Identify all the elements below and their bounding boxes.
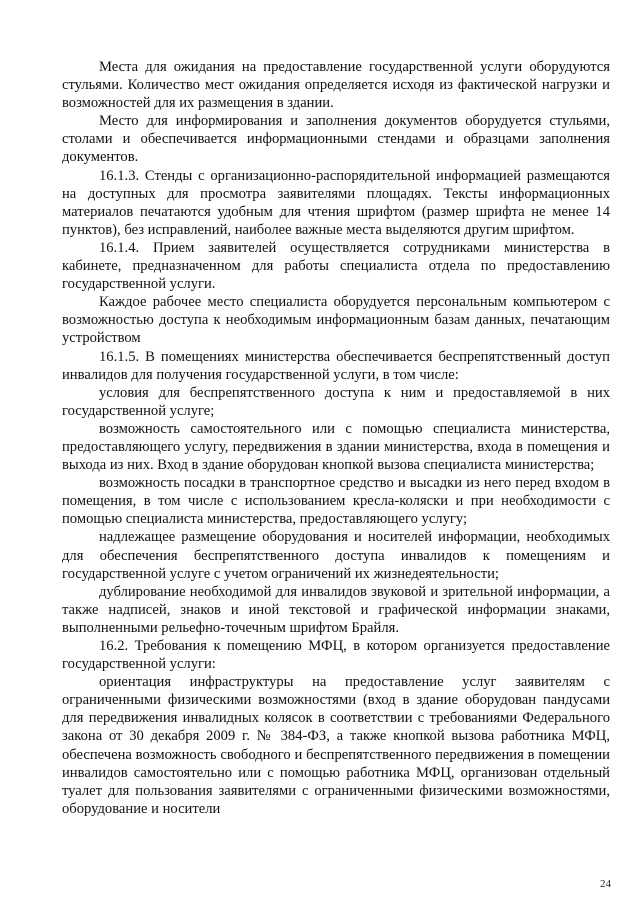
paragraph-16-1-3: 16.1.3. Стенды с организационно-распорядительной информацией размещаются на доступных для просмотра заявителями площадях. Тексты информационных материалов печатаются удобным для чтения шрифтом (размер шрифта не менее 14 пунктов), без исправлений, наиболее важные места выделяются другим шрифтом. bbox=[62, 167, 610, 238]
paragraph-waiting-places: Места для ожидания на предоставление государственной услуги оборудуются стульями. Количество мест ожидания определяется исходя из фактической нагрузки и возможностей для их размещения в здании. bbox=[62, 59, 610, 112]
paragraph-transport: возможность посадки в транспортное средство и высадки из него перед входом в помещения, в том числе с использованием кресла-коляски и при необходимости с помощью специалиста министерства, предоставляющего услугу; bbox=[62, 475, 610, 528]
paragraph-access-conditions: условия для беспрепятственного доступа к ним и предоставляемой в них государственной услуге; bbox=[62, 384, 610, 419]
paragraph-duplication: дублирование необходимой для инвалидов звуковой и зрительной информации, а также надписей, знаков и иной текстовой и графической информации знаками, выполненными рельефно-точечным шрифтом Брайля. bbox=[62, 583, 610, 636]
paragraph-workplace: Каждое рабочее место специалиста оборудуется персональным компьютером с возможностью доступа к необходимым информационным базам данных, печатающим устройством bbox=[62, 294, 610, 347]
document-body bbox=[62, 58, 610, 818]
paragraph-movement: возможность самостоятельного или с помощью специалиста министерства, предоставляющего услугу, передвижения в здании министерства, входа в помещения и выхода из них. Вход в здание оборудован кнопкой вызова специалиста министерства; bbox=[62, 420, 610, 474]
paragraph-infrastructure: ориентация инфраструктуры на предоставление услуг заявителям с ограниченными физическими возможностями (вход в здание оборудован пандусами для передвижения инвалидных колясок в соответствии с требованиями Федерального закона от 30 декабря 2009 г. № 384-ФЗ, а также кнопкой вызова работника МФЦ, обеспечена возможность свободного и беспрепятственного передвижения в помещении инвалидов самостоятельно или с помощью работника МФЦ, организован отдельный туалет для пользования заявителями с ограниченными физическими возможностями, оборудование и носители bbox=[62, 674, 610, 817]
paragraph-equipment-placement: надлежащее размещение оборудования и носителей информации, необходимых для обеспечения беспрепятственного доступа инвалидов к помещениям и государственной услуге с учетом ограничений их жизнедеятельности; bbox=[62, 529, 610, 582]
paragraph-16-2: 16.2. Требования к помещению МФЦ, в котором организуется предоставление государственной услуги: bbox=[62, 638, 610, 673]
paragraph-16-1-5: 16.1.5. В помещениях министерства обеспечивается беспрепятственный доступ инвалидов для получения государственной услуги, в том числе: bbox=[62, 348, 610, 383]
paragraph-16-1-4: 16.1.4. Прием заявителей осуществляется сотрудниками министерства в кабинете, предназначенном для работы специалиста отдела по предоставлению государственной услуги. bbox=[62, 239, 610, 293]
paragraph-info-place: Место для информирования и заполнения документов оборудуется стульями, столами и обеспечивается информационными стендами и образцами заполнения документов. bbox=[62, 113, 610, 166]
page-number: 24 bbox=[600, 878, 611, 890]
